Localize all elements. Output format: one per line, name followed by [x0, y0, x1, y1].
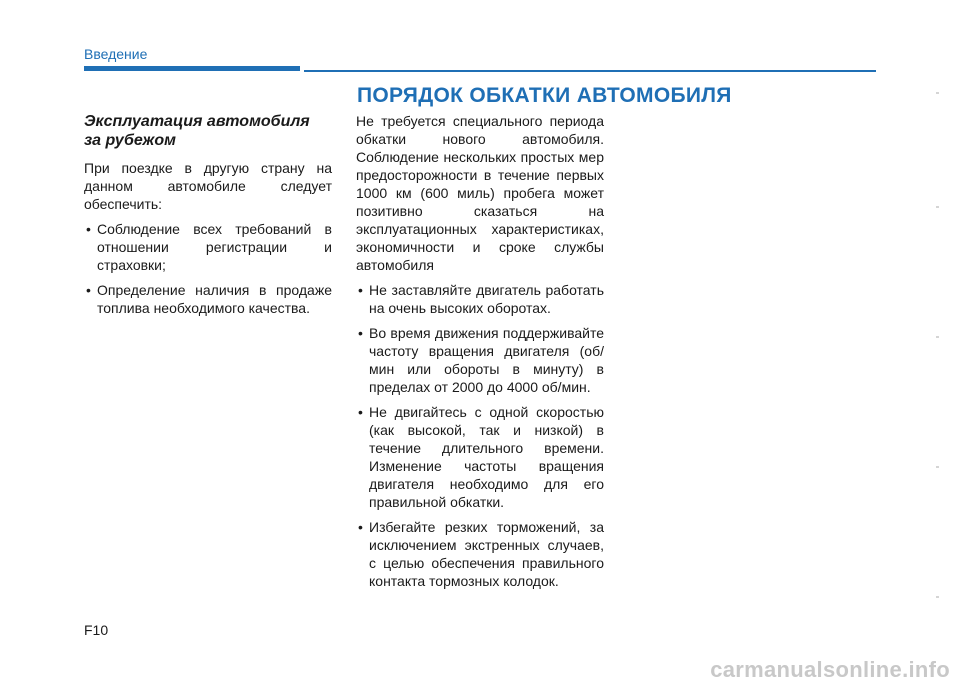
list-item-text: Соблюдение всех требований в отношении регистрации и страховки; — [97, 221, 332, 273]
edge-mark — [936, 466, 939, 468]
list-item — [356, 281, 604, 317]
section-label: Введение — [84, 46, 148, 62]
left-column — [84, 112, 332, 324]
list-item — [356, 324, 604, 396]
left-heading-line1: Эксплуатация автомобиля — [84, 113, 310, 130]
bullet-dot: • — [358, 519, 363, 535]
list-item — [356, 518, 604, 590]
header-bar-thin — [304, 70, 876, 72]
right-column — [356, 112, 604, 597]
list-item-text: Избегайте резких торможений, за исключением экстренных случаев, с целью обеспечения правильного контакта тормозных колодок. — [369, 519, 604, 589]
list-item — [84, 281, 332, 317]
list-item — [84, 220, 332, 274]
right-intro: Не требуется специального периода обкатки нового автомобиля. Соблюдение нескольких простых мер предосторожности в течение первых 1000 км (600 миль) пробега может позитивно сказаться на эксплуатационных характеристиках, экономичности и сроке службы автомобиля — [356, 113, 604, 273]
edge-mark — [936, 596, 939, 598]
edge-mark — [936, 92, 939, 94]
bullet-dot: • — [358, 404, 363, 420]
left-intro: При поездке в другую страну на данном автомобиле следует обеспечить: — [84, 160, 332, 212]
left-heading-line2: за рубежом — [84, 132, 176, 149]
list-item-text: Во время движения поддерживайте частоту вращения двигателя (об/мин или обороты в минуту) в пределах от 2000 до 4000 об/мин. — [369, 325, 604, 395]
bullet-dot: • — [358, 325, 363, 341]
bullet-dot: • — [86, 282, 91, 298]
left-bullet-list — [84, 220, 332, 317]
list-item — [356, 403, 604, 511]
list-item-text: Не заставляйте двигатель работать на очень высоких оборотах. — [369, 282, 604, 316]
list-item-text: Не двигайтесь с одной скоростью (как высокой, так и низкой) в течение длительного времени. Изменение частоты вращения двигателя необходимо для его правильной обкатки. — [369, 404, 604, 510]
header-bar-thick — [84, 66, 300, 71]
edge-mark — [936, 336, 939, 338]
left-heading — [84, 112, 332, 150]
bullet-dot: • — [358, 282, 363, 298]
list-item-text: Определение наличия в продаже топлива необходимого качества. — [97, 282, 332, 316]
right-bullet-list — [356, 281, 604, 590]
bullet-dot: • — [86, 221, 91, 237]
page-title: ПОРЯДОК ОБКАТКИ АВТОМОБИЛЯ — [357, 84, 732, 107]
edge-mark — [936, 206, 939, 208]
watermark: carmanualsonline.info — [710, 657, 950, 682]
page-number: F10 — [84, 622, 109, 638]
